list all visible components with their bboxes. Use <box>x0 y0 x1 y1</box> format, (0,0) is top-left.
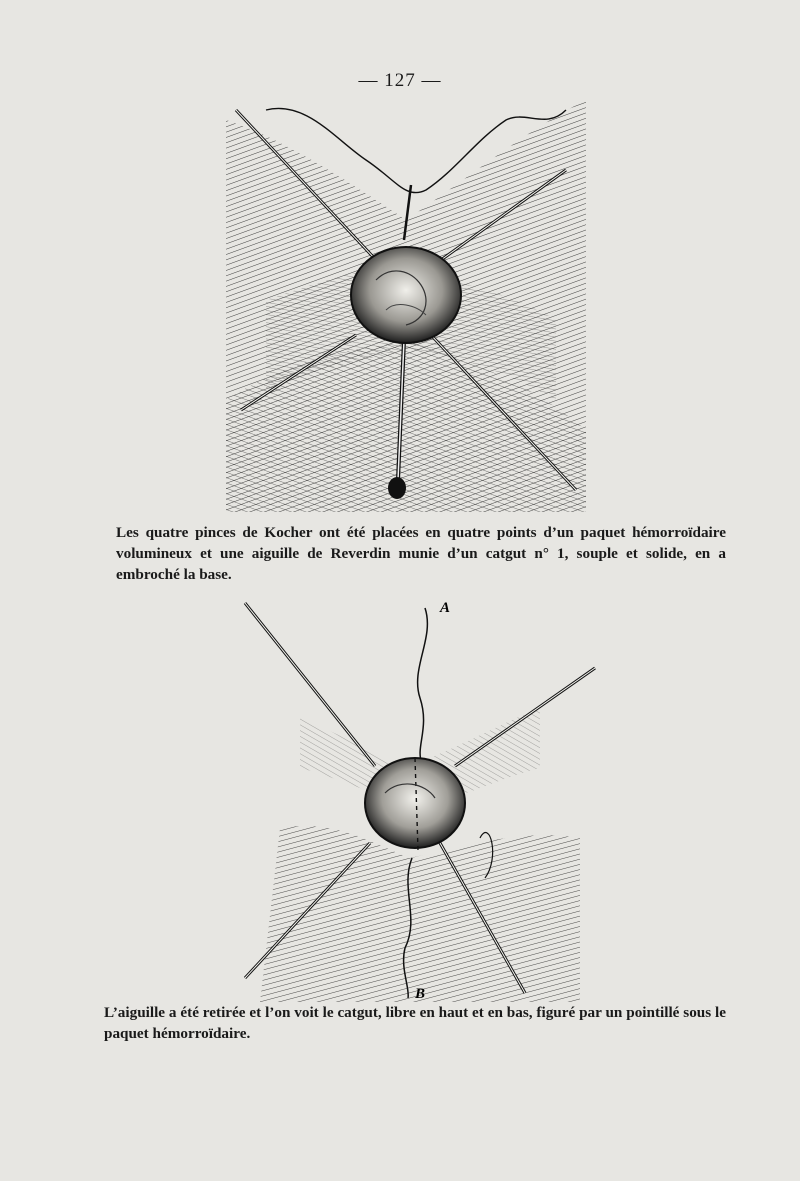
figure-1-caption: Les quatre pinces de Kocher ont été placées en quatre points d’un paquet hémorroïdaire volumineux et une aiguille de Reverdin munie d’un catgut n° 1, souple et solide, en a embroché la base. <box>116 524 726 583</box>
page-number: — 127 — <box>358 70 442 91</box>
figure-2-caption: L’aiguille a été retirée et l’on voit le catgut, libre en haut et en bas, figuré par un pointillé sous le paquet hémorroïdaire. <box>104 1004 726 1042</box>
label-b: B <box>415 986 426 1002</box>
figure-2-engraving <box>240 598 600 1002</box>
figure-1-engraving <box>226 100 586 512</box>
label-a: A <box>440 600 451 616</box>
